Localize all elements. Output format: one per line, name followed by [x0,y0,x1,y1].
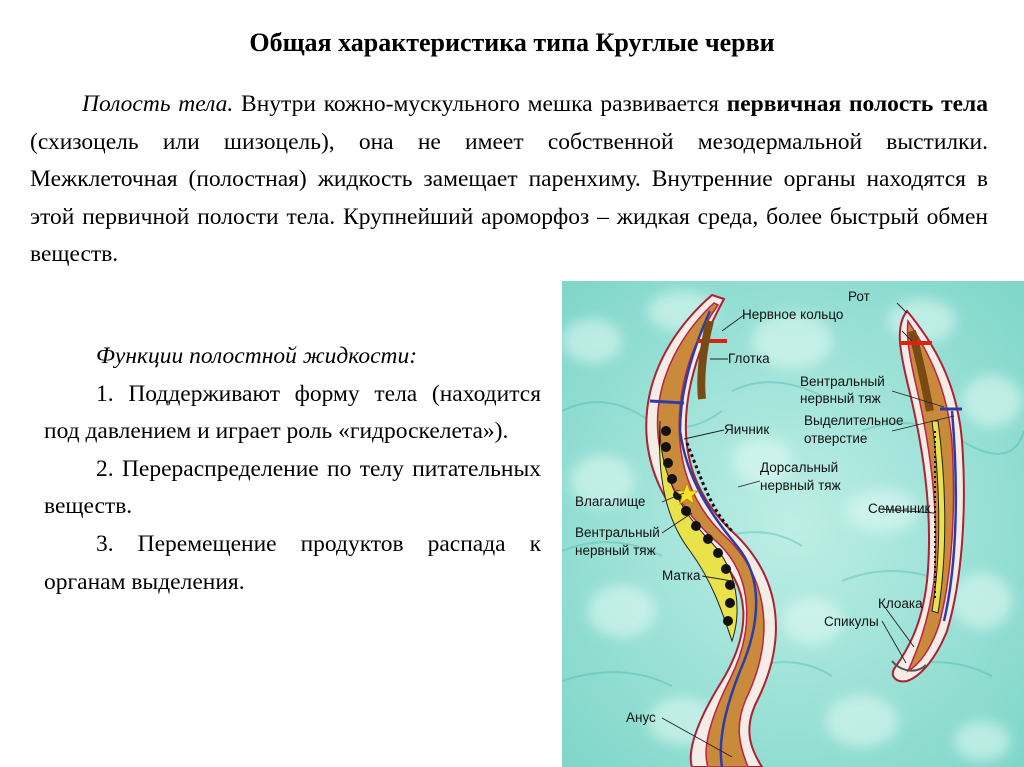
label-pharynx: Глотка [728,351,770,366]
function-item-3: 3. Перемещение продуктов распада к органам выделения. [44,530,541,595]
label-dorsal-2: нервный тяж [760,478,841,493]
label-nerve-ring: Нервное кольцо [742,307,844,322]
function-item-1: 1. Поддерживают форму тела (находится под давлением и играет роль «гидроскелета»). [44,380,541,445]
label-ventral-cord-right-1: Вентральный [800,374,885,389]
cavity-bold-term: первичная полость тела [726,91,988,117]
label-excretory-1: Выделительное [804,413,904,428]
functions-block [44,338,541,601]
cavity-lead: Полость тела. [82,91,234,117]
label-testis: Семенник [868,501,931,516]
label-ventral-cord-left-1: Вентральный [575,525,660,540]
label-mouth: Рот [848,289,870,304]
body-cavity-paragraph [30,86,988,274]
label-dorsal-1: Дорсальный [760,460,839,475]
label-uterus: Матка [662,568,701,583]
roundworm-diagram [562,281,1024,767]
female-ventral-commissure [650,401,684,403]
cavity-text-b: (схизоцель или шизоцель), она не имеет собственной мезодермальной выстилки. Межклеточная (полостная) жидкость замещает паренхиму. Внутренние органы находятся в этой первичной полости тела. Крупнейший ароморфоз – жидкая среда, более быстрый обмен веществ. [30,128,988,268]
label-anus: Анус [626,710,656,725]
page-title: Общая характеристика типа Круглые черви [249,28,775,57]
label-spicules: Спикулы [824,614,879,629]
roundworm-anatomy-figure [562,281,1024,767]
label-vagina: Влагалище [575,494,646,509]
label-cloaca: Клоака [878,596,923,611]
cavity-text-a: Внутри кожно-мускульного мешка развивается [233,91,727,117]
label-excretory-2: отверстие [804,431,868,446]
label-ventral-cord-right-2: нервный тяж [800,391,881,406]
functions-heading: Функции полостной жидкости: [96,343,418,369]
label-ventral-cord-left-2: нервный тяж [575,543,656,558]
function-item-2: 2. Перераспределение по телу питательных веществ. [44,455,541,520]
label-ovary: Яичник [724,422,770,437]
